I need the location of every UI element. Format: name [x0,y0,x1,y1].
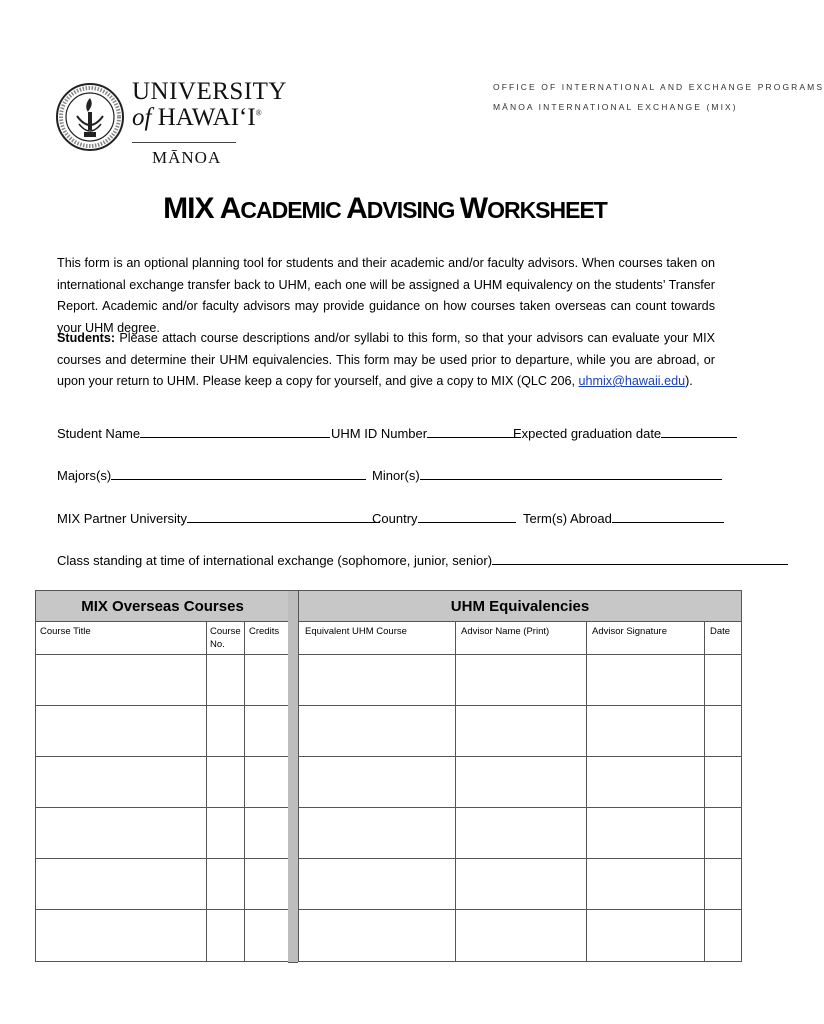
divider [455,622,456,961]
divider [206,622,207,961]
uhm-equivalencies-table [298,590,742,962]
divider [244,622,245,961]
terms-abroad-line[interactable] [612,510,724,523]
university-wordmark-line2 [132,104,262,132]
table-row[interactable] [299,705,741,706]
wordmark-hawaii: HAWAI‘I [157,104,256,131]
divider [586,622,587,961]
table-row[interactable] [36,756,289,757]
col-course-title: Course Title [40,626,91,637]
table-row[interactable] [36,705,289,706]
university-wordmark-line1: UNIVERSITY [132,78,287,105]
class-standing-label: Class standing at time of international exchange (sophomore, junior, senior) [57,553,493,568]
table-row[interactable] [299,858,741,859]
table-row[interactable] [36,858,289,859]
minors-line[interactable] [420,467,722,480]
uhm-equivalencies-heading: UHM Equivalencies [299,591,741,622]
student-name-line[interactable] [140,425,330,438]
students-label: Students: [57,331,116,345]
class-standing-line[interactable] [492,552,788,565]
mix-courses-column-headers [36,622,289,655]
majors-label: Majors(s) [57,468,112,483]
student-name-field [57,425,330,441]
table-row[interactable] [299,909,741,910]
col-equivalent-course: Equivalent UHM Course [305,626,407,637]
country-label: Country [372,511,418,526]
uhm-id-field [331,425,515,441]
wordmark-of: of [132,104,152,131]
grad-date-field [513,425,737,441]
email-link[interactable]: uhmix@hawaii.edu [578,374,686,388]
students-paragraph: Students: Please attach course descriptions and/or syllabi to this form, so that your advisors can evaluate your MIX courses and determine their UHM equivalencies. This form may be used prior to departure, while you are abroad, or upon your return to UHM. Please keep a copy for yourself, and give a copy to MIX (QLC 206, uhmix@hawaii.edu). [57,331,715,388]
uhm-id-label: UHM ID Number [331,426,428,441]
table-row[interactable] [36,909,289,910]
table-row[interactable] [299,756,741,757]
registered-mark: ® [255,108,262,118]
terms-abroad-field [523,510,724,526]
university-seal-icon [55,62,125,172]
mix-courses-heading: MIX Overseas Courses [36,591,289,622]
col-credits: Credits [249,626,280,637]
minors-field [372,467,722,483]
terms-abroad-label: Term(s) Abroad [523,511,612,526]
grad-date-line[interactable] [661,425,737,438]
table-row[interactable] [36,807,289,808]
majors-field [57,467,366,483]
minors-label: Minor(s) [372,468,420,483]
col-course-no: Course No. [210,626,241,650]
col-advisor-name: Advisor Name (Print) [461,626,550,637]
wordmark-divider [132,142,236,143]
uhm-id-line[interactable] [427,425,515,438]
class-standing-field [57,552,788,568]
grad-date-label: Expected graduation date [513,426,662,441]
col-date: Date [710,626,731,637]
majors-line[interactable] [111,467,366,480]
partner-university-field [57,510,380,526]
table-separator [288,590,298,963]
office-name: OFFICE OF INTERNATIONAL AND EXCHANGE PROGRAMS [493,82,824,92]
intro-paragraph: This form is an optional planning tool for students and their academic and/or faculty advisors. When courses taken on international exchange transfer back to UHM, each one will be assigned a UHM equivalency on the students’ Transfer Report. Academic and/or faculty advisors may provide guidance on how courses taken overseas can count towards your UHM degree. [57,256,715,335]
mix-courses-table [35,590,290,962]
divider [704,622,705,961]
country-line[interactable] [418,510,516,523]
page-title: MIX ACADEMIC ADVISING WORKSHEET [163,192,607,225]
campus-name: MĀNOA [152,148,222,167]
table-row[interactable] [299,807,741,808]
col-advisor-signature: Advisor Signature [592,626,667,637]
program-name: MĀNOA INTERNATIONAL EXCHANGE (MIX) [493,102,738,112]
uhm-equivalencies-column-headers [299,622,741,655]
partner-university-line[interactable] [187,510,380,523]
partner-university-label: MIX Partner University [57,511,188,526]
country-field [372,510,516,526]
student-name-label: Student Name [57,426,141,441]
